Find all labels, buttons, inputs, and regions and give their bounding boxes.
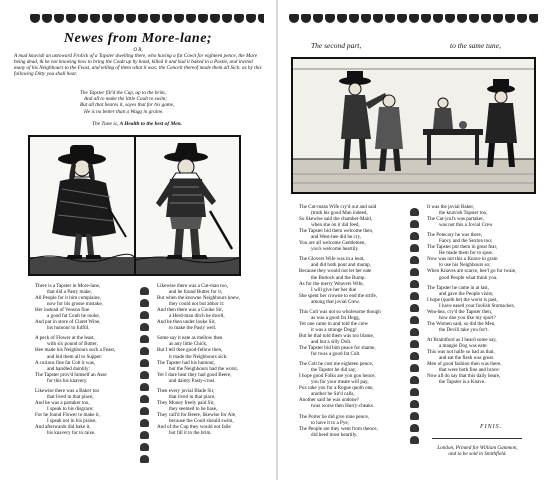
stanza-line: The Tapster prov'd himself an Asse: [35, 371, 107, 378]
fleuron-icon: [409, 14, 419, 23]
stanza-line: for twas a good fat Colt.: [311, 351, 361, 358]
fleuron-icon: [140, 419, 149, 427]
fleuron-icon: [140, 431, 149, 439]
stanza-line: I speak not in his praise,: [47, 417, 97, 424]
fleuron-icon: [140, 347, 149, 355]
right-ornament-border: [289, 14, 538, 24]
stanza-line: because the Coult should swim,: [169, 417, 234, 424]
stanza-line: but the Neighbours had the worst,: [169, 365, 239, 372]
fleuron-icon: [410, 364, 419, 372]
fleuron-icon: [481, 14, 491, 23]
stanza-line: and West-hee did he cry,: [311, 234, 361, 241]
stanza-line: with six pound of Butter,: [47, 341, 98, 348]
fleuron-icon: [66, 14, 76, 23]
stanza-line: I hope good Folks are you gon hence,: [299, 373, 376, 380]
ballad-title: Newes from More-lane;: [63, 31, 213, 46]
verse-line: And all to make the little Coult to swim;: [84, 96, 167, 103]
fleuron-icon: [138, 14, 148, 23]
fleuron-icon: [102, 14, 112, 23]
fleuron-icon: [30, 14, 40, 23]
stanza-line: his knavery for to raise.: [47, 430, 96, 437]
stanza-line: The Women said, so did the Men,: [427, 320, 496, 327]
stanza-line: that did a Pasty make,: [47, 289, 92, 296]
stanza-line: (truth his good Man indeed,: [311, 210, 368, 217]
stanza-line: They Money freely paid Sir,: [157, 399, 215, 406]
stanza-line: But I tell thee good-fellow then,: [157, 347, 223, 354]
fleuron-icon: [313, 14, 323, 23]
fleuron-icon: [78, 14, 88, 23]
stanza-line: that lived in that place,: [169, 393, 216, 400]
page-gutter: [276, 0, 278, 480]
stanza-line: and gave the People visits;: [439, 290, 494, 297]
epigraph-verse: [80, 90, 270, 115]
fleuron-icon: [325, 14, 335, 23]
fleuron-icon: [410, 220, 419, 228]
stanza-line: I will give her her due: [311, 286, 357, 293]
stanza-line: Because they would not let her eate: [299, 268, 372, 275]
stanza-line: the knavish Tapster too,: [439, 210, 488, 217]
stanza-line: But he that told them was too blame,: [299, 332, 374, 339]
stanza-line: Pox take you for a Rogue quoth one,: [299, 385, 374, 392]
stanza-line: the Buttock and the Rump.: [311, 274, 366, 281]
fleuron-icon: [222, 14, 232, 23]
stanza: [427, 337, 539, 385]
stanza-line: for this his knavery.: [47, 377, 88, 384]
stanza-line: Yet I dare hear they had good Beere,: [157, 371, 232, 378]
right-column-ornaments: [410, 208, 421, 444]
stanza-line: When Knaves are scarce, hee'l go for twaie,: [427, 268, 517, 275]
left-ornament-border: [30, 14, 264, 24]
tune-name: A Health to the best of Men.: [119, 121, 183, 127]
verse-line: The Tapster fill'd the Cup, up to the brim,: [80, 90, 166, 96]
imprint-line: and to be sold in Smithfield.: [448, 451, 507, 457]
stanza-line: the Tapster is a Knave.: [439, 379, 486, 386]
fleuron-icon: [410, 316, 419, 324]
imprint-line: London, Printed for William Gammon,: [437, 445, 518, 451]
fleuron-icon: [529, 14, 538, 23]
fleuron-icon: [140, 395, 149, 403]
stanza-line: The People are they went from thence,: [299, 425, 378, 432]
stanza-line: Her instead of Venson fine: [35, 307, 90, 314]
stanza-line: now for his grosse mistake,: [47, 301, 103, 308]
stanza-line: to make the Pasty well.: [169, 325, 217, 332]
stanza-line: and eat the flesh was great.: [439, 355, 495, 362]
fleuron-icon: [140, 407, 149, 415]
printer-imprint: [420, 445, 535, 457]
stanza-line: Likewise there was a Baker too: [35, 387, 100, 394]
stanza-line: and bid them all to Supper:: [47, 353, 103, 360]
stanza-line: And he was a partaker too,: [35, 399, 90, 406]
fleuron-icon: [433, 14, 443, 23]
stanza-line: There is a Tapster in More-lane,: [35, 283, 101, 289]
stanza-line: The Porter he did give nine pence,: [299, 413, 370, 420]
stanza-line: And then there was a Cooke Sir,: [157, 307, 223, 314]
fleuron-icon: [410, 328, 419, 336]
cavalier-figure-icon: [30, 137, 134, 274]
stanza-line: another he Sit'd calls,: [311, 391, 355, 398]
fleuron-icon: [410, 232, 419, 240]
stanza-line: to use his Neighbours so;: [439, 262, 491, 269]
fleuron-icon: [517, 14, 527, 23]
stanza-line: The Colt he cost me eighteen pence,: [299, 361, 373, 368]
stanza-line: The Tapster he came in at last,: [427, 284, 489, 291]
fleuron-icon: [140, 443, 149, 451]
stanza: [427, 204, 539, 228]
fleuron-icon: [54, 14, 64, 23]
stanza-line: As for the merry Weavers Wife,: [299, 280, 364, 287]
tune-label: The Tune is,: [92, 121, 119, 127]
same-tune-heading: to the same tune,: [450, 41, 501, 50]
stanza: [299, 256, 399, 304]
stanza-line: twas worse then Hurry-cheaks.: [311, 403, 375, 410]
fleuron-icon: [140, 299, 149, 307]
stanza-line: I hope (quoth he) the worst is past,: [427, 296, 498, 303]
stanza-line: and but a silly Dolt.: [311, 338, 352, 345]
stanza: [299, 361, 399, 409]
stanza-line: you's welcome heartily.: [311, 246, 359, 253]
stanza-line: And afterwards did bake it,: [35, 424, 91, 431]
fleuron-icon: [410, 412, 419, 420]
fleuron-icon: [174, 14, 184, 23]
fleuron-icon: [410, 340, 419, 348]
stanza-line: to have it to a Pye,: [311, 419, 349, 426]
stanza: [35, 388, 131, 436]
swordsman-figure-icon: [136, 137, 239, 274]
stanza-line: good People what think you.: [439, 274, 498, 281]
fleuron-icon: [410, 424, 419, 432]
verse-line: But all that heares it, sayes that for his game,: [80, 102, 175, 109]
stanza: [299, 204, 399, 252]
stanza-line: as was a good fat Hogg,: [311, 314, 360, 321]
stanza-line: A curious fine fat Colt it was,: [35, 359, 96, 366]
fleuron-icon: [126, 14, 136, 23]
stanza-line: The Glovers Wife was in a heat,: [299, 256, 365, 263]
stanza-line: The Tapster put them in great fear,: [427, 244, 498, 251]
stanza-line: And he then under looke Sir,: [157, 319, 216, 326]
stanza-line: The Tapster bid them welcome then,: [299, 228, 374, 235]
stanza-line: was not this a Jovial Crew: [439, 222, 493, 229]
ballad-intro: A mad knavish an untoward Frolick of a Tapster dwelling there, who having a fat Cowit for eighteen pence, the Mare being dead, & he not knowing how to bring the Coult up by hand, killed it and had it baked in a Pastie, and invited many of his Neighbours to the Feast, and telling of them what it was; the Conceit thereof made them all Sick: as by this following Ditty you shall hear.: [14, 53, 262, 77]
stanza-line: and handled daintily:: [47, 365, 91, 372]
fleuron-icon: [301, 14, 311, 23]
stanza-line: For he found Flower to make it,: [35, 411, 100, 418]
woodcut-cavalier: [28, 135, 136, 276]
fleuron-icon: [373, 14, 383, 23]
second-part-heading: The second part,: [311, 41, 362, 50]
left-text-column-1: [35, 283, 131, 440]
fleuron-icon: [162, 14, 172, 23]
fleuron-icon: [505, 14, 515, 23]
fleuron-icon: [258, 14, 264, 23]
fleuron-icon: [42, 14, 52, 23]
stanza-line: At Braintford as I heard some say,: [427, 336, 497, 343]
fleuron-icon: [150, 14, 160, 23]
fleuron-icon: [410, 352, 419, 360]
stanza-line: and he found Butter for it,: [169, 289, 223, 296]
stanza: [299, 309, 399, 357]
stanza-line: Wea-hea, cry'd the Tapster then,: [427, 308, 493, 315]
stanza: [35, 335, 131, 383]
stanza-line: it made the Neighbours sick:: [169, 353, 228, 360]
stanza-line: but fill it to the brim.: [169, 430, 212, 437]
stanza-line: Then every jovial Blade Sir,: [157, 387, 215, 394]
fleuron-icon: [469, 14, 479, 23]
fleuron-icon: [410, 376, 419, 384]
fleuron-icon: [445, 14, 455, 23]
fleuron-icon: [90, 14, 100, 23]
stanza-line: The Tapster had his humour,: [157, 359, 216, 366]
fleuron-icon: [457, 14, 467, 23]
finis-mark: FINIS.: [480, 424, 503, 430]
stanza-line: that were both fine and brave:: [439, 367, 500, 374]
stanza-line: and dainty Pasty-crust.: [169, 377, 216, 384]
stanza-line: Men of good fashion then was there,: [427, 361, 502, 368]
fleuron-icon: [210, 14, 220, 23]
ballad-or: O R,: [133, 48, 143, 53]
stanza-line: Yet one came in and told the crew: [299, 320, 369, 327]
stanza-line: and did both pout and mump,: [311, 262, 371, 269]
stanza: [35, 283, 131, 331]
fleuron-icon: [410, 256, 419, 264]
fleuron-icon: [410, 388, 419, 396]
fleuron-icon: [410, 280, 419, 288]
stanza-line: I speak to his disgrace;: [47, 405, 94, 412]
fleuron-icon: [140, 455, 149, 463]
left-column-ornaments: [140, 287, 151, 463]
stanza-line: You are all welcome Gentlemen,: [299, 240, 366, 247]
stanza-line: So likewise said the chamber-Maid,: [299, 216, 373, 223]
fleuron-icon: [410, 268, 419, 276]
stanza: [157, 335, 265, 383]
fleuron-icon: [421, 14, 431, 23]
stanza-line: And of the Cup they would not faile: [157, 424, 231, 431]
stanza-line: you for your meate will pay,: [311, 379, 369, 386]
fleuron-icon: [410, 208, 419, 216]
stanza-line: The Tapster bid him peace for shame,: [299, 345, 376, 352]
fleuron-icon: [361, 14, 371, 23]
fleuron-icon: [140, 311, 149, 319]
right-text-column-2: [427, 204, 539, 389]
stanza: [157, 283, 265, 331]
verse-line: He is no better than a Wagg in graine.: [84, 108, 164, 115]
fleuron-icon: [198, 14, 208, 23]
stanza-line: All People for it him complaine,: [35, 295, 101, 302]
fleuron-icon: [410, 244, 419, 252]
stanza-line: The Cut-jcul's was partaker,: [427, 216, 485, 223]
fleuron-icon: [410, 292, 419, 300]
tavern-scene-icon: [293, 59, 534, 192]
stanza-line: how doe you like my sport?: [439, 314, 496, 321]
stanza-line: Likewise there was a Cut-man too,: [157, 283, 229, 289]
stanza-line: It was the jovial Baker,: [427, 204, 475, 210]
stanza: [427, 285, 539, 333]
fleuron-icon: [493, 14, 503, 23]
woodcut-swordsman: [134, 135, 241, 276]
stanza-line: And put in store of Claret Wine,: [35, 319, 101, 326]
fleuron-icon: [140, 335, 149, 343]
stanza-line: I have eased your foolish Stomackes,: [439, 302, 515, 309]
stanza-line: when she on it did feed,: [311, 222, 360, 229]
fleuron-icon: [410, 436, 419, 444]
stanza-line: a Herd-man ditch he dwell,: [169, 313, 225, 320]
stanza-line: Fancy and the Sexton too;: [439, 238, 493, 245]
stanza-line: They call'd for Beere, likewise for Ale,: [157, 411, 237, 418]
stanza-line: She spent her crowne to end the strife,: [299, 292, 378, 299]
stanza: [299, 414, 399, 438]
fleuron-icon: [410, 304, 419, 312]
stanza-line: This Colt was not so wholesome though: [299, 308, 381, 315]
stanza-line: This was not halfe so bad as that,: [427, 349, 495, 356]
stanza-line: The Potecary he was there,: [427, 232, 483, 239]
fleuron-icon: [114, 14, 124, 23]
stanza-line: Some say it eate as mellow then: [157, 335, 223, 342]
fleuron-icon: [140, 383, 149, 391]
fleuron-icon: [140, 287, 149, 295]
stanza-line: Hee made his Neighbours such a Feast,: [35, 347, 116, 354]
fleuron-icon: [349, 14, 359, 23]
stanza-line: among that jovial Crew.: [311, 298, 360, 305]
left-text-column-2: [157, 283, 265, 440]
stanza-line: Another said he was undone?: [299, 397, 359, 404]
stanza-line: that lived in that place,: [47, 393, 94, 400]
fleuron-icon: [140, 371, 149, 379]
fleuron-icon: [140, 359, 149, 367]
woodcut-tavern-scene: [291, 57, 536, 194]
fleuron-icon: [246, 14, 256, 23]
stanza: [427, 232, 539, 280]
fleuron-icon: [234, 14, 244, 23]
fleuron-icon: [410, 400, 419, 408]
stanza-line: did heed most heartily.: [311, 431, 358, 438]
fleuron-icon: [140, 323, 149, 331]
stanza-line: the Tapster he did say,: [311, 367, 357, 374]
stanza: [157, 388, 265, 436]
stanza-line: it was a strange Dogg!: [311, 326, 357, 333]
stanza-line: as any little Chick,: [169, 341, 208, 348]
fleuron-icon: [385, 14, 395, 23]
fleuron-icon: [289, 14, 299, 23]
stanza-line: But when the knowne Neighbours knew,: [157, 295, 240, 302]
fleuron-icon: [337, 14, 347, 23]
stanza-line: Now was not this a Knave in grain: [427, 256, 498, 263]
stanza-line: He made them for to spue.: [439, 250, 494, 257]
imprint-rule: [432, 438, 522, 439]
stanza-line: Now all do say that this daily heare,: [427, 373, 501, 380]
stanza-line: the Devill take you for't.: [439, 326, 489, 333]
right-text-column-1: [299, 204, 399, 442]
stanza-line: A peck of Flower at the least,: [35, 335, 95, 342]
stanza-line: they could not but abhor it:: [169, 301, 225, 308]
stanza-line: a good fat Coult he tooke,: [47, 313, 100, 320]
tune-line: [92, 121, 282, 127]
fleuron-icon: [397, 14, 407, 23]
fleuron-icon: [186, 14, 196, 23]
stanza-line: The Cut-mans Wife cry'd out and said: [299, 204, 377, 210]
stanza-line: they seemed to be base,: [169, 405, 218, 412]
stanza-line: a mangie Dog was eate:: [439, 342, 488, 349]
stanza-line: his humour to fulfill.: [47, 325, 90, 332]
